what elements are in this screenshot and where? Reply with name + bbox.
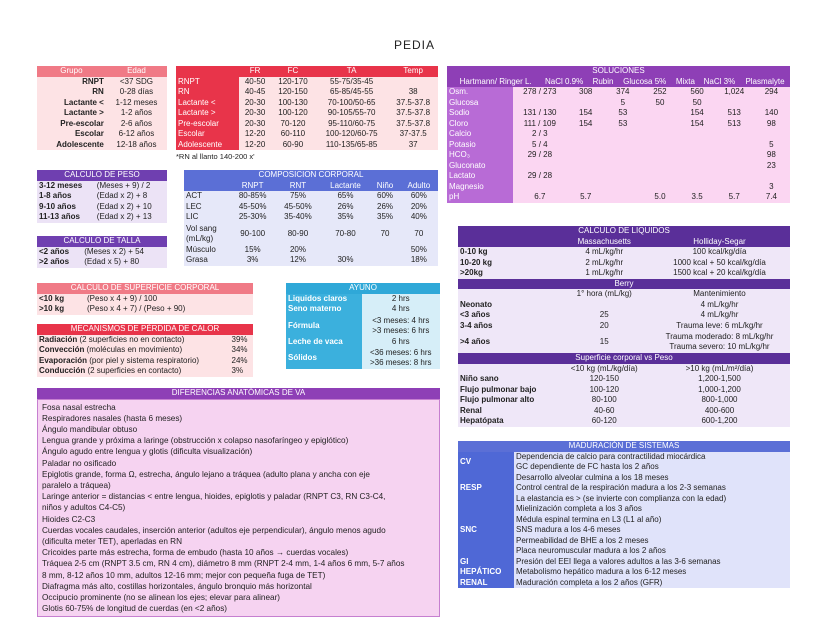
- table-row: Radiación (2 superficies no en contacto) 39%: [37, 335, 253, 346]
- table-row: Glucosa 5 50 50: [447, 98, 790, 109]
- table-row: SNC Mielinización completa a los 3 años: [458, 504, 790, 515]
- airway-line: 8 mm, 8-12 años 10 mm, adultos 12-16 mm; mejor con pequeña fuga de TET): [42, 570, 326, 580]
- airway-line: paralelo a tráquea): [42, 480, 111, 490]
- table-row: Flujo pulmonar bajo 100-120 1,000-1,200: [458, 385, 790, 396]
- table-row: >4 años 15 Trauma moderado: 8 mL/kg/hr Trauma severo: 10 mL/kg/hr: [458, 331, 790, 353]
- table-row: Neonato 4 mL/kg/hr: [458, 300, 790, 311]
- table-row: HCO₃ 29 / 28 98: [447, 150, 790, 161]
- table-row: Hepatópata 60-120 600-1,200: [458, 416, 790, 427]
- table-row: Permeabilidad de BHE a los 2 meses: [458, 536, 790, 547]
- table-row: Lactato 29 / 28: [447, 171, 790, 182]
- airway-line: Laringe anterior = distancias < entre lengua, hioides, epiglotis y paladar (RNPT C3, RN C3-C4,: [42, 492, 386, 502]
- table-row: LEC 45-50% 45-50% 26% 26% 20%: [184, 202, 438, 213]
- table-row: Flujo pulmonar alto 80-100 800-1,000: [458, 395, 790, 406]
- col-header: Edad: [106, 66, 167, 77]
- system-maturation-table: MADURACIÓN DE SISTEMAS CV Dependencia de calcio para contractilidad miocárdica GC dependiente de FC hasta los 2 años RESP Desarrollo alveolar culmina a los 18 meses Control central de la respiración madura a los 2-3 semanas La elastancia es > (se invierte con complianza con la edad) SNC Mielinización completa a los 3 años Médula espinal termina en L3 (L1 al año) SNS madura a los 4-6 meses Permeabilidad de BHE a los 2 meses Placa neuromuscular madura a los 2 años GI Presión del EEI llega a valores adultos a las 3-6 semanas HEPÁTICO Metabolismo hepático madura a los 6-12 meses RENAL Maduración completa a los 2 años (GFR): [458, 441, 790, 588]
- table-row: Fórmula <3 meses: 4 hrs >3 meses: 6 hrs: [286, 315, 440, 337]
- table-row: Convección (moléculas en movimiento) 34%: [37, 345, 253, 356]
- airway-line: (dificulta meter TET), aperladas en RN: [42, 536, 182, 546]
- airway-line: Respiradores nasales (hasta 6 meses): [42, 413, 183, 423]
- airway-line: Ángulo mandibular obtuso: [42, 424, 138, 434]
- table-row: 3-4 años 20 Trauma leve: 6 mL/kg/hr: [458, 321, 790, 332]
- table-row: RENAL Maduración completa a los 2 años (GFR): [458, 578, 790, 589]
- airway-line: Diafragma más alto, costillas horizontales, ángulo bronquio más horizontal: [42, 581, 312, 591]
- airway-line: Tráquea 2-5 cm (RNPT 3.5 cm, RN 4 cm), diámetro 8 mm (RNPT 2-4 mm, 1-4 años 6 mm, 5-7 años: [42, 559, 405, 569]
- table-row: RNPT <37 SDG: [37, 77, 167, 88]
- airway-differences-title: DIFERENCIAS ANATÓMICAS DE VA: [37, 388, 440, 399]
- airway-line: Lengua grande y próxima a laringe (obstrucción x colapso nasofaríngeo y epiglótico): [42, 436, 349, 446]
- airway-line: Fosa nasal estrecha: [42, 402, 116, 412]
- table-row: <3 años 25 4 mL/kg/hr: [458, 310, 790, 321]
- age-groups-table: [37, 66, 167, 150]
- airway-line: Epiglotis grande, forma Ω, estrecha, ángulo lejano a tráquea (adulto plana y ancha con eje: [42, 469, 370, 479]
- heat-loss-table: MECANISMOS DE PÉRDIDA DE CALOR Radiación (2 superficies no en contacto) 39% Convección (moléculas en movimiento) 34% Evaporación (por piel y sistema respiratorio) 24% Conducción (2 superficies en contacto) 3%: [37, 324, 253, 377]
- table-row: 0-10 kg 4 mL/kg/hr 100 kcal/kg/día: [458, 247, 790, 258]
- table-row: HEPÁTICO Metabolismo hepático madura a los 6-12 meses: [458, 567, 790, 578]
- table-row: RNPT 40-50 120-170 55-75/35-45: [176, 77, 438, 88]
- page-title: PEDIA: [393, 38, 435, 52]
- airway-line: Cricoides parte más estrecha, forma de embudo (hasta 10 años → cuerdas vocales): [42, 548, 349, 558]
- solutions-table: SOLUCIONES Hartmann/ Ringer L. NaCl 0.9% Rubin Glucosa 5% Mixta NaCl 3% Plasmalyte Osm. 278 / 273 308 374 252 560 1,024 294 Glucosa 5 50 50 Sodio 131 / 130 154 53 154 513 140 Cloro 111 / 109 154 53 154 513 98 Calcio 2 / 3 Potasio 5 / 4 5 HCO₃ 29 / 28 98 Gluconato 23 Lactato 29 / 28 Magnesio 3 pH 6.7 5.7 5.0 3.5 5.7 7.4: [447, 66, 790, 203]
- table-row: <2 años (Meses x 2) + 54: [37, 247, 167, 258]
- table-row: Osm. 278 / 273 308 374 252 560 1,024 294: [447, 87, 790, 98]
- table-row: Potasio 5 / 4 5: [447, 140, 790, 151]
- body-composition-table: COMPOSICION CORPORAL RNPT RNT Lactante Niño Adulto ACT 80-85% 75% 65% 60% 60% LEC 45-50% 45-50% 26% 26% 20% LIC 25-30% 35-40% 35% 35% 40% Vol sang (mL/kg) 90-100 80-90 70-80 70 70 Músculo 15% 20% 50% Grasa 3% 12% 30% 18%: [184, 170, 438, 266]
- fluid-calc-table: CALCULO DE LIQUIDOS Massachusetts Holliday-Segar 0-10 kg 4 mL/kg/hr 100 kcal/kg/día 10-20 kg 2 mL/kg/hr 1000 kcal + 50 kcal/kg/día >20kg 1 mL/kg/hr 1500 kcal + 20 kcal/kg/día Berry 1° hora (mL/kg) Mantenimiento Neonato 4 mL/kg/hr <3 años 25 4 mL/kg/hr 3-4 años 20 Trauma leve: 6 mL/kg/hr >4 años 15 Trauma moderado: 8 mL/kg/hr Trauma severo: 10 mL/kg/hr Superficie corporal vs Peso <10 kg (mL/kg/día) >10 kg (mL/m²/día) Niño sano 120-150 1,200-1,500 Flujo pulmonar bajo 100-120 1,000-1,200 Flujo pulmonar alto 80-100 800-1,000 Renal 40-60 400-600 Hepatópata 60-120 600-1,200: [458, 226, 790, 427]
- table-row: Grasa 3% 12% 30% 18%: [184, 255, 438, 266]
- table-row: Adolescente 12-20 60-90 110-135/65-85 37: [176, 140, 438, 151]
- vitals-note: *RN al llanto 140-200 x': [176, 152, 255, 161]
- table-row: >10 kg (Peso x 4 + 7) / (Peso + 90): [37, 304, 253, 315]
- table-row: RN 0-28 días: [37, 87, 167, 98]
- table-row: Lactante > 20-30 100-120 90-105/55-70 37.5-37.8: [176, 108, 438, 119]
- airway-line: Cuerdas vocales caudales, inserción anterior (adultos eje perpendicular), ángulo menos agudo: [42, 525, 386, 535]
- table-row: Cloro 111 / 109 154 53 154 513 98: [447, 119, 790, 130]
- vital-signs-table: FR FC TA Temp RNPT 40-50 120-170 55-75/35-45 RN 40-45 120-150 65-85/45-55 38 Lactante < 20-30 100-130 70-100/50-65 37.5-37.8 Lactante > 20-30 100-120 90-105/55-70 37.5-37.8 Pre-escolar 20-30 70-120 95-110/60-75 37.5-37.8 Escolar 12-20 60-110 100-120/60-75 37-37.5 Adolescente 12-20 60-90 110-135/65-85 37 *RN al llanto 140-200 x': [176, 66, 438, 161]
- table-row: Evaporación (por piel y sistema respiratorio) 24%: [37, 356, 253, 367]
- table-row: Médula espinal termina en L3 (L1 al año): [458, 515, 790, 526]
- table-row: Escolar 12-20 60-110 100-120/60-75 37-37.5: [176, 129, 438, 140]
- table-row: Seno materno 4 hrs: [286, 304, 440, 315]
- table-row: GC dependiente de FC hasta los 2 años: [458, 462, 790, 473]
- table-row: GI Presión del EEI llega a valores adultos a las 3-6 semanas: [458, 557, 790, 568]
- table-row: <10 kg (Peso x 4 + 9) / 100: [37, 294, 253, 305]
- table-row: 10-20 kg 2 mL/kg/hr 1000 kcal + 50 kcal/kg/día: [458, 258, 790, 269]
- weight-calc-table: CALCULO DE PESO 3-12 meses (Meses + 9) / 2 1-8 años (Edad x 2) + 8 9-10 años (Edad x 2) + 10 11-13 años (Edad x 2) + 13: [37, 170, 167, 223]
- airway-line: niños y adultos C4-C5): [42, 503, 126, 513]
- col-header: Grupo: [37, 66, 106, 77]
- airway-line: Hioides C2-C3: [42, 514, 96, 524]
- table-row: Renal 40-60 400-600: [458, 406, 790, 417]
- table-row: Adolescente 12-18 años: [37, 140, 167, 151]
- table-row: 11-13 años (Edad x 2) + 13: [37, 212, 167, 223]
- table-row: Lactante < 20-30 100-130 70-100/50-65 37.5-37.8: [176, 98, 438, 109]
- bsa-calc-table: CALCULO DE SUPERFICIE CORPORAL <10 kg (Peso x 4 + 9) / 100 >10 kg (Peso x 4 + 7) / (Peso + 90): [37, 283, 253, 315]
- table-row: Magnesio 3: [447, 182, 790, 193]
- table-row: Lactante > 1-2 años: [37, 108, 167, 119]
- table-row: 1-8 años (Edad x 2) + 8: [37, 191, 167, 202]
- solutions-title: SOLUCIONES: [447, 66, 790, 77]
- table-row: Niño sano 120-150 1,200-1,500: [458, 374, 790, 385]
- airway-line: Ángulo agudo entre lengua y glotis (dificulta visualización): [42, 447, 253, 457]
- table-row: Placa neuromuscular madura a los 2 años: [458, 546, 790, 557]
- table-row: Sodio 131 / 130 154 53 154 513 140: [447, 108, 790, 119]
- table-row: Pre-escolar 20-30 70-120 95-110/60-75 37.5-37.8: [176, 119, 438, 130]
- table-row: Liquidos claros 2 hrs: [286, 294, 440, 305]
- airway-line: Paladar no osificado: [42, 458, 117, 468]
- table-row: >2 años (Edad x 5) + 80: [37, 257, 167, 268]
- table-row: Lactante < 1-12 meses: [37, 98, 167, 109]
- table-row: Músculo 15% 20% 50%: [184, 245, 438, 256]
- table-row: Pre-escolar 2-6 años: [37, 119, 167, 130]
- table-row: Sólidos <36 meses: 6 hrs >36 meses: 8 hrs: [286, 347, 440, 369]
- table-row: SNS madura a los 4-6 meses: [458, 525, 790, 536]
- table-row: Vol sang (mL/kg) 90-100 80-90 70-80 70 70: [184, 223, 438, 245]
- table-row: Escolar 6-12 años: [37, 129, 167, 140]
- table-row: Conducción (2 superficies en contacto) 3%: [37, 366, 253, 377]
- table-row: LIC 25-30% 35-40% 35% 35% 40%: [184, 212, 438, 223]
- table-row: Control central de la respiración madura a los 2-3 semanas: [458, 483, 790, 494]
- height-calc-table: CALCULO DE TALLA <2 años (Meses x 2) + 54 >2 años (Edad x 5) + 80: [37, 236, 167, 268]
- table-row: Gluconato 23: [447, 161, 790, 172]
- table-row: CV Dependencia de calcio para contractilidad miocárdica: [458, 452, 790, 463]
- table-row: 3-12 meses (Meses + 9) / 2: [37, 181, 167, 192]
- table-row: ACT 80-85% 75% 65% 60% 60%: [184, 191, 438, 202]
- table-row: RN 40-45 120-150 65-85/45-55 38: [176, 87, 438, 98]
- airway-line: Glotis 60-75% de longitud de cuerdas (en <2 años): [42, 604, 228, 614]
- table-row: >20kg 1 mL/kg/hr 1500 kcal + 20 kcal/kg/día: [458, 268, 790, 279]
- airway-line: Occipucio prominente (no se alinean los ejes; elevar para alinear): [42, 592, 281, 602]
- fasting-table: AYUNO Liquidos claros 2 hrs Seno materno 4 hrs Fórmula <3 meses: 4 hrs >3 meses: 6 hrs Leche de vaca 6 hrs Sólidos <36 meses: 6 hrs >36 meses: 8 hrs: [286, 283, 440, 369]
- table-row: RESP Desarrollo alveolar culmina a los 18 meses: [458, 473, 790, 484]
- table-row: Calcio 2 / 3: [447, 129, 790, 140]
- airway-differences-panel: [37, 388, 440, 617]
- table-row: pH 6.7 5.7 5.0 3.5 5.7 7.4: [447, 192, 790, 203]
- table-row: La elastancia es > (se invierte con complianza con la edad): [458, 494, 790, 505]
- table-row: 9-10 años (Edad x 2) + 10: [37, 202, 167, 213]
- table-row: Leche de vaca 6 hrs: [286, 337, 440, 348]
